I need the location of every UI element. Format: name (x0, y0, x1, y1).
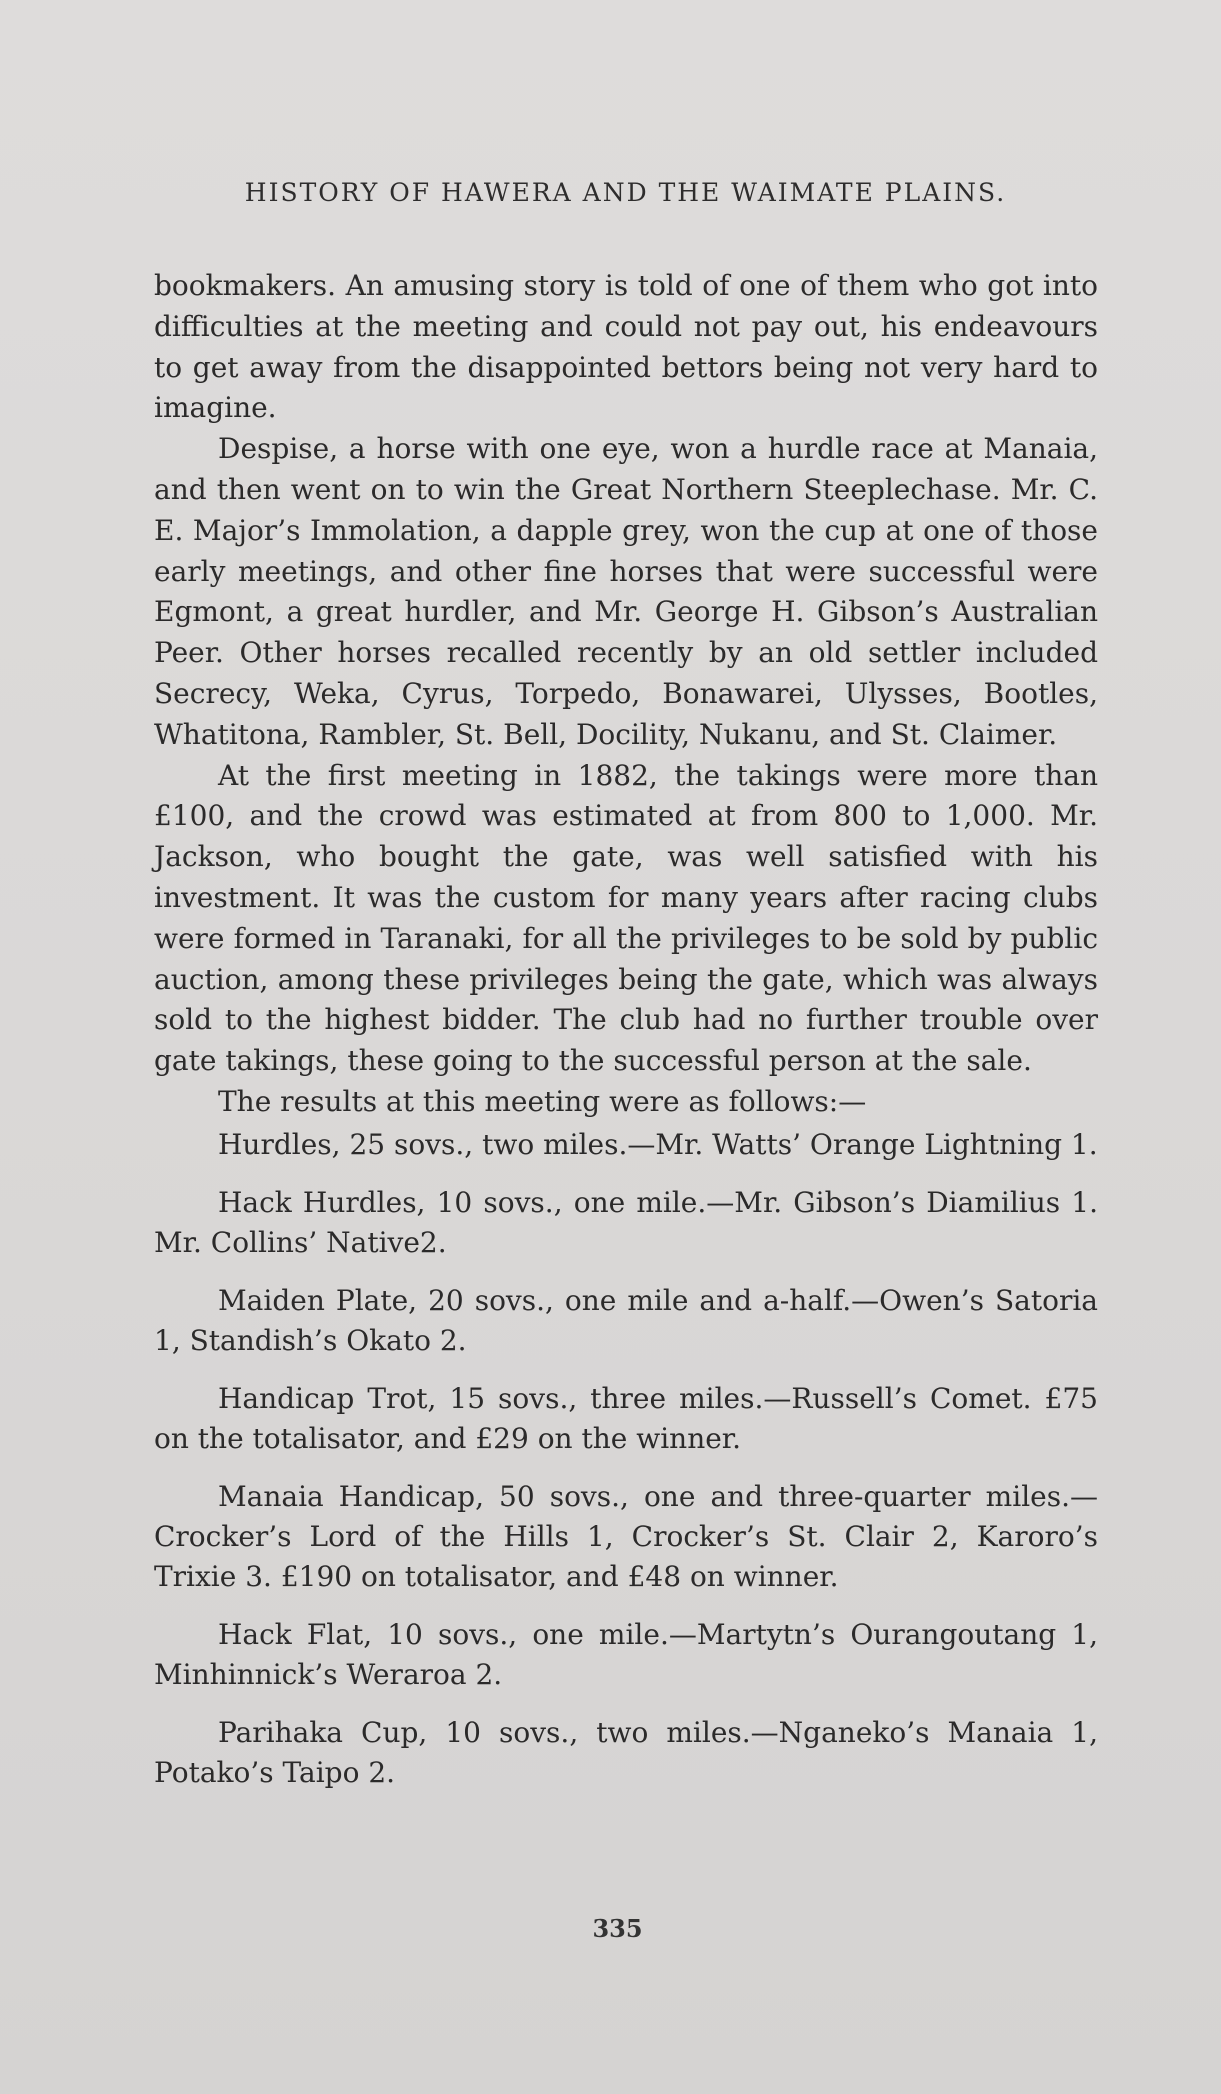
race-result-parihaka-cup: Parihaka Cup, 10 sovs., two miles.—Nganeko’s Manaia 1, Potako’s Taipo 2. (154, 1715, 1098, 1789)
race-result-manaia-handicap: Manaia Handicap, 50 sovs., one and three-quarter miles.—Crocker’s Lord of the Hills 1, Crocker’s St. Clair 2, Karoro’s Trixie 3. £190 on totalisator, and £48 on winner. (154, 1479, 1098, 1593)
race-result-handicap-trot: Handicap Trot, 15 sovs., three miles.—Russell’s Comet. £75 on the totalisator, and £29 on the winner. (154, 1381, 1098, 1455)
running-head: HISTORY OF HAWERA AND THE WAIMATE PLAINS. (244, 178, 1007, 207)
race-result-hurdles: Hurdles, 25 sovs., two miles.—Mr. Watts’ Orange Lightning 1. (218, 1127, 1098, 1161)
race-result-hack-hurdles: Hack Hurdles, 10 sovs., one mile.—Mr. Gibson’s Diamilius 1. Mr. Collins’ Native2. (154, 1185, 1098, 1259)
page-body (154, 266, 1098, 1811)
race-results-list (154, 1125, 1098, 1793)
paragraph-results-intro: The results at this meeting were as follows:— (218, 1084, 867, 1118)
page-number: 335 (592, 1914, 643, 1943)
paragraph-despise: Despise, a horse with one eye, won a hurdle race at Manaia, and then went on to win the Great Northern Steeplechase. Mr. C. E. Major’s Immolation, a dapple grey, won the cup at one of those early meetings, and other fine horses that were successful were Egmont, a great hurdler, and Mr. George H. Gibson’s Australian Peer. Other horses recalled recently by an old settler included Secrecy, Weka, Cyrus, Torpedo, Bonawarei, Ulysses, Bootles, Whatitona, Rambler, St. Bell, Docility, Nukanu, and St. Claimer. (154, 432, 1098, 751)
race-result-maiden-plate: Maiden Plate, 20 sovs., one mile and a-half.—Owen’s Satoria 1, Standish’s Okato 2. (154, 1283, 1098, 1357)
paragraph-bookmakers: bookmakers. An amusing story is told of one of them who got into difficulties at the meeting and could not pay out, his endeavours to get away from the disappointed bettors being not very hard to imagine. (154, 269, 1098, 425)
race-result-hack-flat: Hack Flat, 10 sovs., one mile.—Martytn’s Ourangoutang 1, Minhinnick’s Weraroa 2. (154, 1617, 1098, 1691)
paragraph-first-meeting: At the first meeting in 1882, the takings were more than £100, and the crowd was estimated at from 800 to 1,000. Mr. Jackson, who bought the gate, was well satisfied with his investment. It was the custom for many years after racing clubs were formed in Taranaki, for all the privileges to be sold by public auction, among these privileges being the gate, which was always sold to the highest bidder. The club had no further trouble over gate takings, these going to the successful person at the sale. (154, 758, 1098, 1078)
